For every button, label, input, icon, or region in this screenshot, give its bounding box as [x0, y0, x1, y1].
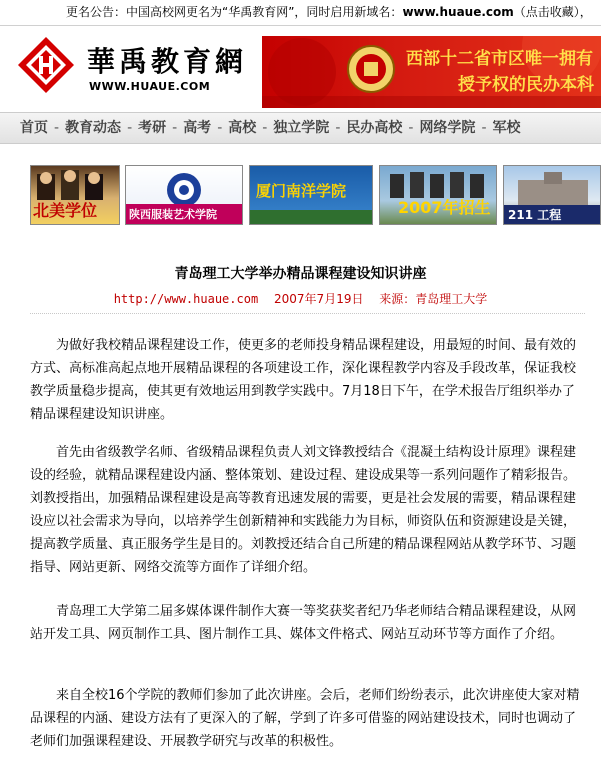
ad-strip	[30, 165, 601, 225]
ad-caption: 陕西服装艺术学院	[126, 204, 242, 224]
announcement-bar	[0, 0, 601, 26]
article-paragraph: 首先由省级教学名师、省级精品课程负责人刘文锋教授结合《混凝土结构设计原理》课程建设的经验，就精品课程建设内涵、整体策划、建设过程、建设成果等一系列问题作了精彩报告。刘教授指出，加强精品课程建设是高等教育迅速发展的需要，更是社会发展的需要，精品课程建设应以社会需求为导向，以培养学生创新精神和实践能力为目标，师资队伍和资源建设是关键，提高教学质量、真正服务学生是目的。刘教授还结合自己所建的精品课程网站从教学环节、习题指导、网站更新、网络交流等方面作了详细介绍。	[30, 445, 577, 575]
university-emblem-icon	[346, 44, 396, 94]
ad-shaanxi-fashion[interactable]	[125, 165, 243, 225]
article-date: 2007年7月19日	[274, 292, 364, 306]
bookmark-link[interactable]: （点击收藏），	[513, 5, 592, 19]
logo-url: WWW.HUAUE.COM	[89, 80, 211, 93]
nav-separator: -	[262, 120, 268, 136]
banner-line1: 西部十二省市区唯一拥有	[406, 49, 593, 69]
domain-link[interactable]: www.huaue.com	[402, 5, 514, 19]
site-logo[interactable]	[17, 36, 248, 102]
nav-separator: -	[172, 120, 178, 136]
ad-caption: 厦门南洋学院	[256, 182, 347, 200]
ad-caption: 2007年招生	[398, 198, 491, 217]
announcement-text: 更名公告：中国高校网更名为“华禹教育网”，同时启用新域名：	[66, 5, 403, 19]
article-paragraph: 来自全校16个学院的教师们参加了此次讲座。会后，老师们纷纷表示，此次讲座使大家对精品课程的内涵、建设方法有了更深入的了解，学到了许多可借鉴的网站建设技术，同时也调动了老师们加强课程建设、开展教学研究与改革的积极性。	[30, 688, 580, 749]
nav-item-online-colleges[interactable]: 网络学院	[419, 120, 476, 136]
banner-line2: 授予权的民办本科	[458, 75, 594, 95]
nav-separator: -	[217, 120, 223, 136]
nav-item-news[interactable]: 教育动态	[65, 120, 122, 136]
article-source: 来源：青岛理工大学	[379, 292, 488, 306]
nav-separator: -	[408, 120, 414, 136]
logo-name: 華禹教育網	[87, 45, 248, 78]
main-nav	[0, 112, 601, 144]
ad-xiamen-nanyang[interactable]	[249, 165, 373, 225]
banner-ad[interactable]	[262, 36, 601, 108]
nav-item-military-schools[interactable]: 军校	[492, 120, 521, 136]
nav-item-postgrad[interactable]: 考研	[138, 120, 167, 136]
nav-separator: -	[127, 120, 133, 136]
article-paragraph: 为做好我校精品课程建设工作，使更多的老师投身精品课程建设，用最短的时间、最有效的方式、高标准高起点地开展精品课程的各项建设工作，深化课程教学内容及手段改革，保证我校教学质量稳步提高，使其更有效地运用到教学实践中。7月18日下午，在学术报告厅组织举办了精品课程建设知识讲座。	[30, 338, 577, 422]
ad-caption: 北美学位	[33, 201, 98, 220]
nav-separator: -	[54, 120, 60, 136]
title-divider	[30, 313, 585, 314]
nav-item-independent-colleges[interactable]: 独立学院	[273, 120, 330, 136]
nav-item-private-universities[interactable]: 民办高校	[346, 120, 403, 136]
ad-north-america-degree[interactable]	[30, 165, 120, 225]
nav-item-gaokao[interactable]: 高考	[183, 120, 212, 136]
article-source-url[interactable]: http://www.huaue.com	[113, 292, 259, 306]
nav-separator: -	[335, 120, 341, 136]
nav-item-universities[interactable]: 高校	[228, 120, 257, 136]
ad-caption: 211 工程	[504, 205, 600, 224]
nav-separator: -	[481, 120, 487, 136]
article-paragraph: 青岛理工大学第二届多媒体课件制作大赛一等奖获奖者纪乃华老师结合精品课程建设，从网站开发工具、网页制作工具、图片制作工具、媒体文件格式、网站互动环节等方面作了介绍。	[30, 604, 577, 642]
nav-item-home[interactable]: 首页	[20, 120, 48, 136]
article-title: 青岛理工大学举办精品课程建设知识讲座	[174, 266, 427, 282]
logo-mark-icon	[17, 36, 75, 94]
article-meta	[0, 290, 601, 307]
ad-2007-enrollment[interactable]	[379, 165, 497, 225]
ad-211-project[interactable]	[503, 165, 601, 225]
